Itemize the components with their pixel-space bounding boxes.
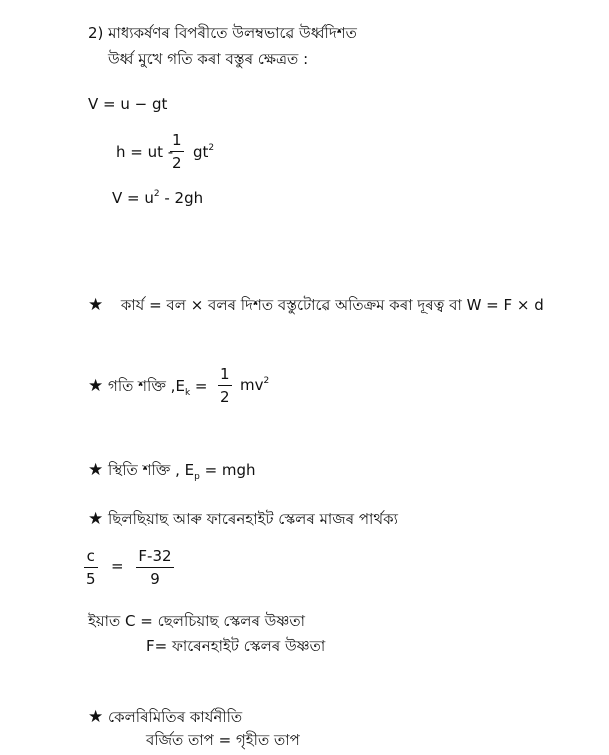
kinetic-energy-label xyxy=(88,376,208,398)
heading-text: কেলৰিমিতিৰ কাৰ্যনীতি xyxy=(108,708,243,726)
rhs-base: mv xyxy=(240,376,264,394)
calorimetry-heading xyxy=(88,709,242,726)
celsius-fahrenheit-heading xyxy=(88,511,398,528)
potential-rhs: = mgh xyxy=(199,461,256,479)
fraction-bar xyxy=(136,567,174,568)
fraction-bar xyxy=(84,567,98,568)
fraction-numerator: 1 xyxy=(220,365,230,383)
equation-velocity-squared xyxy=(112,191,203,206)
work-text: কাৰ্য = বল × বলৰ দিশত বস্তুটোৱে অতিক্ৰম কৰা দূৰত্ব বা W = F × d xyxy=(120,296,544,314)
section-2-title-line1: 2) মাধ্যকৰ্ষণৰ বিপৰীতে উলম্বভাৱে উৰ্ধ্বদিশত xyxy=(88,24,357,42)
fraction-bar xyxy=(170,151,184,152)
section-2-title-line2: উৰ্ধ্ব মুখে গতি কৰা বস্তুৰ ক্ষেত্ৰত : xyxy=(108,50,309,68)
eq3-rhs: - 2gh xyxy=(159,189,204,207)
equation-height-fraction xyxy=(170,131,184,172)
ratio-left-fraction xyxy=(84,547,98,588)
fraction-denominator: 2 xyxy=(220,388,230,406)
star-icon: ★ xyxy=(88,707,104,727)
star-icon: ★ xyxy=(88,376,104,396)
fraction-denominator: 2 xyxy=(172,154,182,172)
rhs-exponent: 2 xyxy=(263,376,270,386)
star-icon: ★ xyxy=(88,295,104,315)
equation-velocity: V = u − gt xyxy=(88,95,168,113)
ratio-equals: = xyxy=(111,557,124,575)
fraction-numerator: 1 xyxy=(172,131,182,149)
rhs-exponent: 2 xyxy=(208,143,215,153)
star-icon: ★ xyxy=(88,460,104,480)
fraction-bar xyxy=(218,385,232,386)
equation-height xyxy=(116,145,173,160)
ratio-right-fraction xyxy=(136,547,174,588)
kinetic-energy-rhs xyxy=(240,378,269,393)
fraction-denominator: 9 xyxy=(150,570,160,588)
fraction-numerator: c xyxy=(86,547,95,565)
where-celsius: ইয়াত C = ছেলচিয়াছ স্কেলৰ উষ্ণতা xyxy=(88,612,305,630)
equation-height-rhs xyxy=(193,145,214,160)
kinetic-subscript: k xyxy=(184,388,191,398)
where-fahrenheit: F= ফাৰেনহাইট স্কেলৰ উষ্ণতা xyxy=(146,637,326,655)
kinetic-equals: = xyxy=(190,377,208,395)
star-icon: ★ xyxy=(88,509,104,529)
work-definition xyxy=(88,297,544,314)
eq3-lhs: V = u xyxy=(112,189,154,207)
potential-subscript: p xyxy=(194,472,200,482)
potential-energy xyxy=(88,460,256,482)
kinetic-label-text: গতি শক্তি ,E xyxy=(108,377,185,395)
kinetic-energy-fraction xyxy=(218,365,232,406)
fraction-numerator: F-32 xyxy=(138,547,172,565)
equation-height-lhs: h = ut - xyxy=(116,143,174,161)
calorimetry-principle: বৰ্জিত তাপ = গৃহীত তাপ xyxy=(146,731,300,749)
eq3-exponent: 2 xyxy=(153,189,160,199)
potential-label-text: স্থিতি শক্তি , E xyxy=(108,461,195,479)
rhs-base: gt xyxy=(193,143,209,161)
heading-text: ছিলছিয়াছ আৰু ফাৰেনহাইট স্কেলৰ মাজৰ পাৰ্থক্য xyxy=(108,510,398,528)
fraction-denominator: 5 xyxy=(86,570,96,588)
